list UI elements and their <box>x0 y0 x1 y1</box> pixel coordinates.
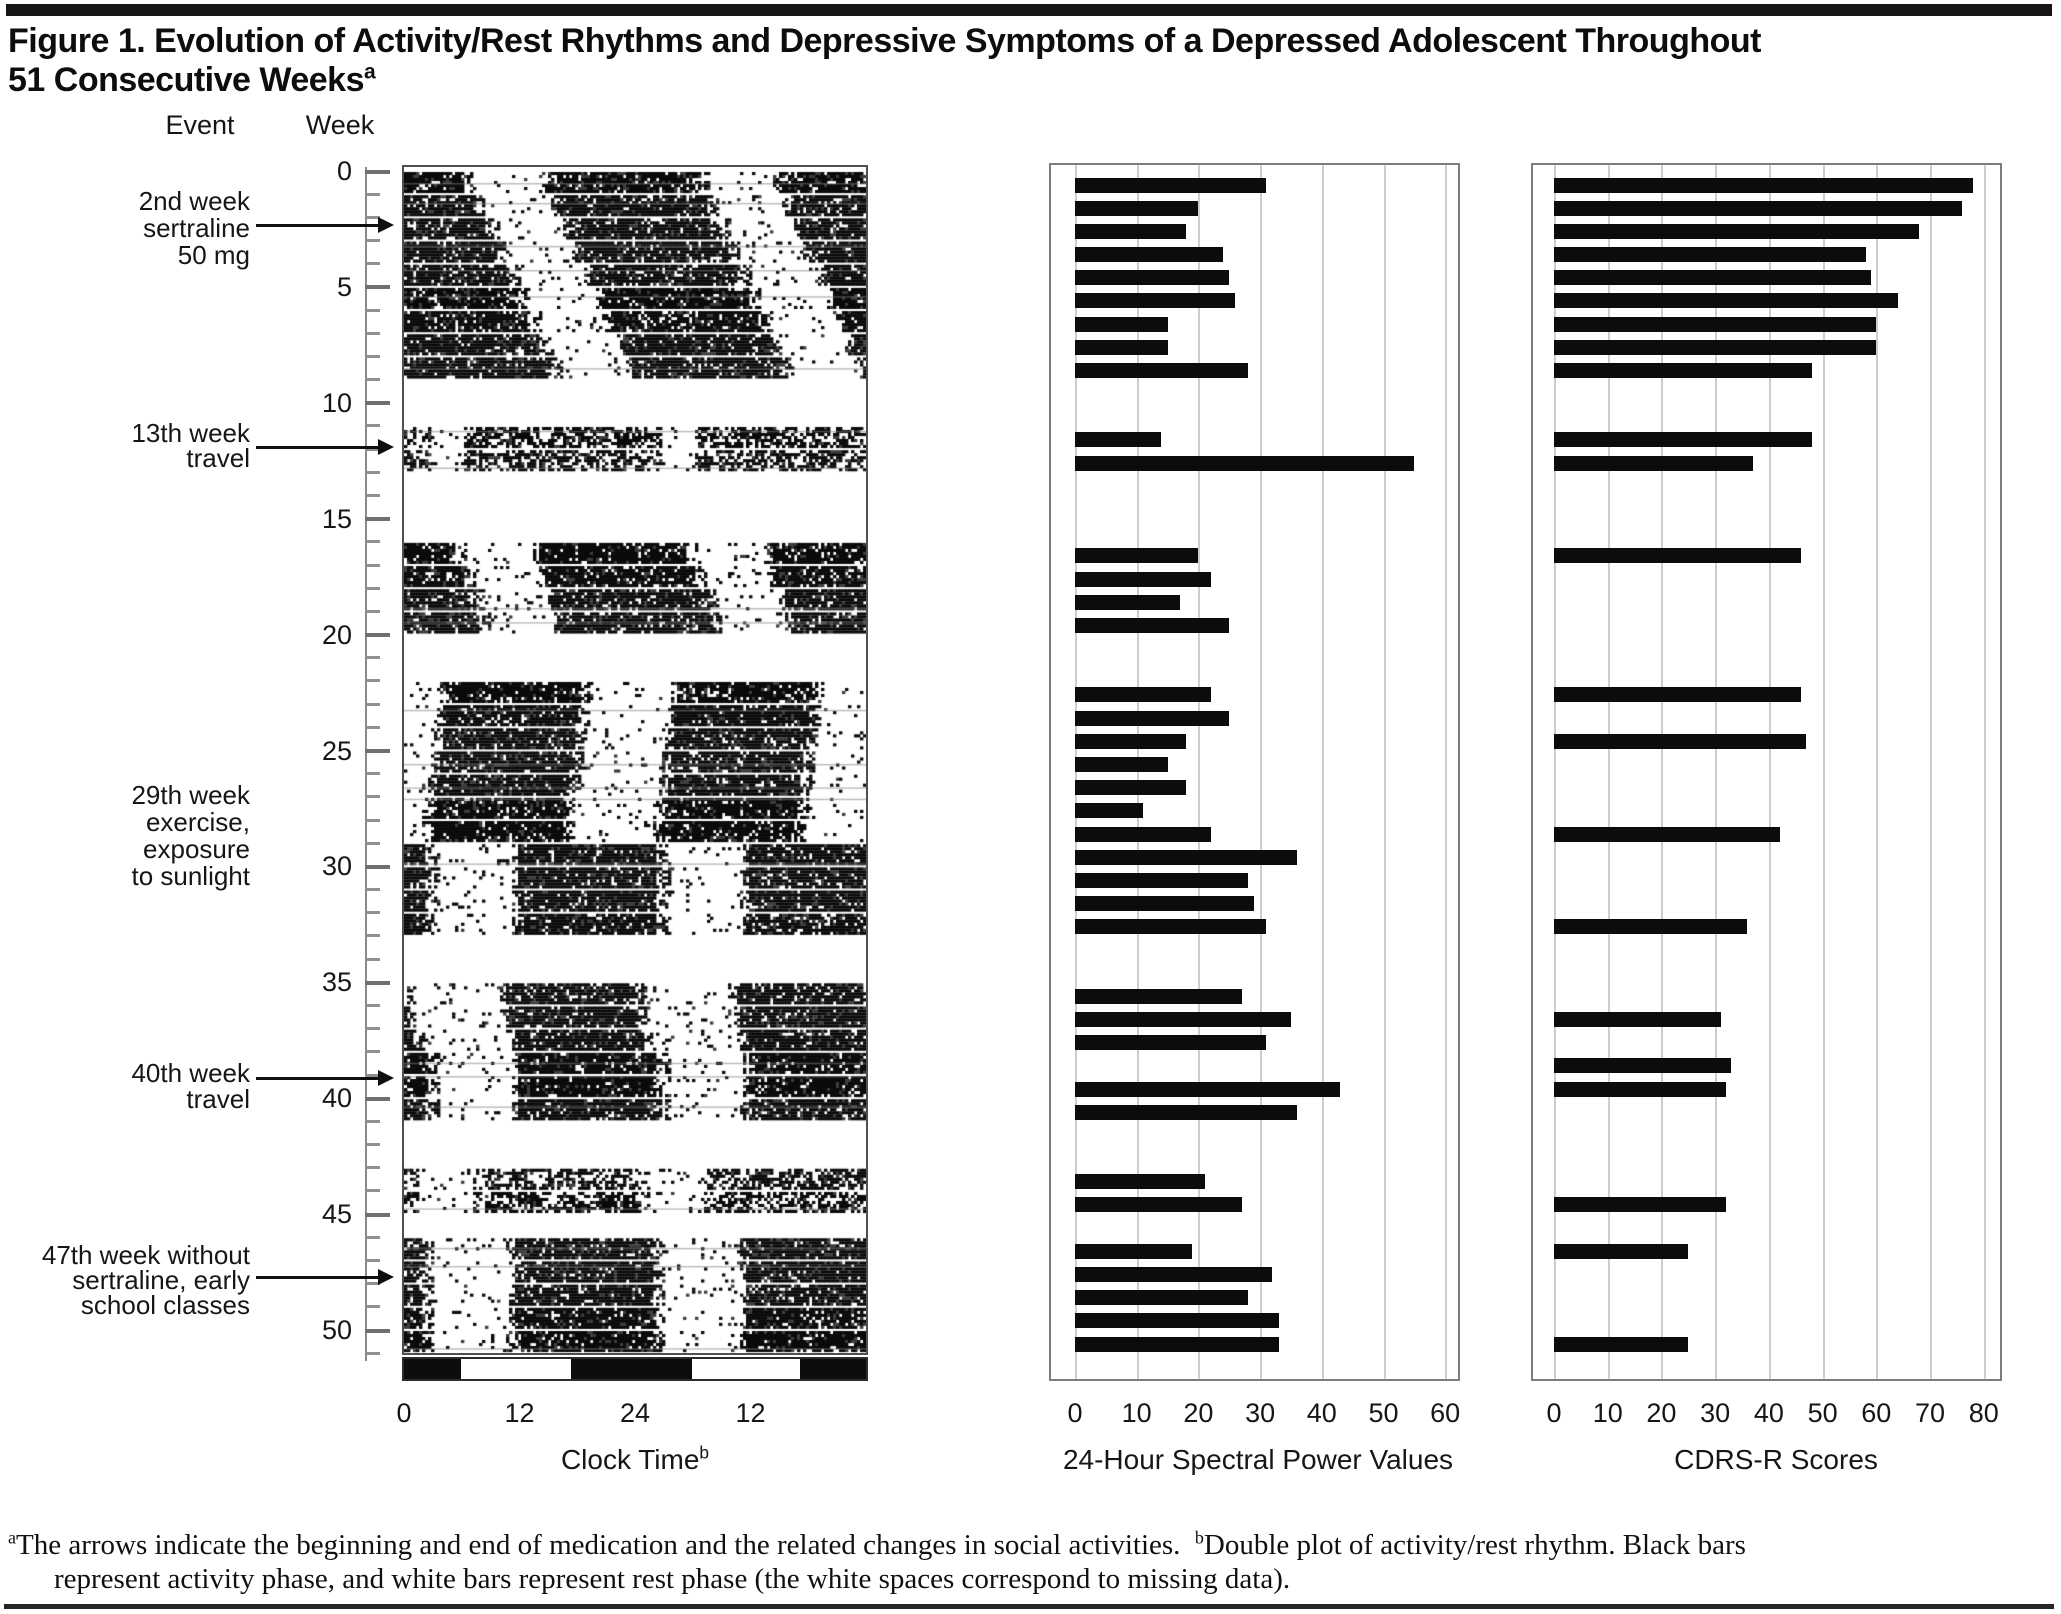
spectral-bar <box>1075 1197 1242 1212</box>
week-tick-label: 40 <box>321 1083 352 1114</box>
spectral-bar <box>1075 873 1248 888</box>
x-axis-tick-label: 60 <box>1430 1398 1461 1428</box>
week-tick <box>365 1305 380 1308</box>
dark-phase-segment <box>404 1359 461 1379</box>
footnote-line-1 <box>8 1528 2048 1562</box>
chart-gridline <box>1260 165 1262 1379</box>
event-arrow <box>256 224 378 227</box>
week-tick <box>365 262 380 265</box>
event-arrow <box>256 1276 378 1279</box>
x-axis-tick-label: 70 <box>1915 1398 1946 1428</box>
x-axis-tick-label: 30 <box>1700 1398 1731 1428</box>
figure-title <box>8 22 2048 100</box>
spectral-bar <box>1075 780 1186 795</box>
week-tick <box>365 865 390 869</box>
event-arrow-head <box>378 217 394 233</box>
week-tick <box>365 1143 380 1146</box>
event-label-line: travel <box>186 1084 250 1114</box>
light-dark-cycle-bar <box>402 1357 868 1381</box>
spectral-bar <box>1075 1244 1192 1259</box>
x-axis-tick-label: 50 <box>1807 1398 1838 1428</box>
week-tick <box>365 1259 380 1262</box>
spectral-bar <box>1075 1174 1205 1189</box>
cdrs-bar <box>1554 201 1962 216</box>
actogram-canvas <box>404 167 866 1353</box>
week-tick-label: 30 <box>321 851 352 882</box>
spectral-bar <box>1075 1105 1297 1120</box>
spectral-bar <box>1075 711 1229 726</box>
spectral-bar <box>1075 1290 1248 1305</box>
spectral-bar <box>1075 1313 1279 1328</box>
x-axis-tick-label: 30 <box>1245 1398 1276 1428</box>
x-axis-tick-label: 50 <box>1368 1398 1399 1428</box>
event-arrow-head <box>378 1269 394 1285</box>
clock-time-axis-title <box>460 1444 810 1476</box>
week-tick <box>365 1120 380 1123</box>
week-tick <box>365 633 390 637</box>
week-tick-label: 0 <box>336 156 352 186</box>
figure-footnote <box>8 1528 2048 1596</box>
footnote-text-a: The arrows indicate the beginning and end of medication and the related changes in social activities. <box>15 1529 1181 1561</box>
week-tick <box>365 494 380 497</box>
cdrs-bar <box>1554 363 1812 378</box>
event-label <box>0 418 250 473</box>
spectral-bar <box>1075 618 1229 633</box>
cdrs-bar <box>1554 1058 1731 1073</box>
cdrs-axis-title: CDRS-R Scores <box>1674 1444 1878 1475</box>
cdrs-bar <box>1554 224 1919 239</box>
week-tick-label: 50 <box>321 1315 352 1345</box>
week-tick <box>365 285 390 289</box>
spectral-bar <box>1075 850 1297 865</box>
event-label-line: 29th week <box>131 780 250 810</box>
cdrs-bar <box>1554 734 1806 749</box>
footnote-text-b: Double plot of activity/rest rhythm. Black bars <box>1203 1529 1746 1561</box>
week-axis-line <box>365 167 367 1361</box>
event-column-header: Event <box>165 110 235 140</box>
cdrs-bar <box>1554 178 1973 193</box>
week-tick <box>365 749 390 753</box>
spectral-bar <box>1075 827 1211 842</box>
week-tick <box>365 679 380 682</box>
spectral-bar <box>1075 432 1161 447</box>
week-tick <box>365 888 380 891</box>
spectral-power-axis-title: 24-Hour Spectral Power Values <box>1062 1444 1454 1475</box>
chart-gridline <box>1930 165 1932 1379</box>
week-tick <box>365 564 380 567</box>
cdrs-bar <box>1554 1012 1721 1027</box>
top-rule-bar <box>6 4 2052 16</box>
week-tick <box>365 610 380 613</box>
event-label-line: sertraline, early <box>72 1265 250 1295</box>
spectral-bar <box>1075 293 1235 308</box>
event-label-line: 50 mg <box>177 240 250 270</box>
event-arrow <box>256 1077 378 1080</box>
spectral-bar <box>1075 548 1198 563</box>
x-axis-tick-label: 10 <box>1592 1398 1623 1428</box>
week-tick <box>365 981 390 985</box>
cdrs-bar <box>1554 432 1812 447</box>
week-tick <box>365 309 380 312</box>
chart-gridline <box>1876 165 1878 1379</box>
cdrs-bar <box>1554 1082 1726 1097</box>
week-tick <box>365 424 380 427</box>
spectral-bar <box>1075 247 1223 262</box>
actogram-panel <box>402 165 868 1355</box>
dark-phase-segment <box>800 1359 866 1379</box>
x-axis-tick-label: 40 <box>1306 1398 1337 1428</box>
clock-tick-label: 12 <box>504 1398 535 1428</box>
event-label-line: travel <box>186 443 250 473</box>
spectral-bar <box>1075 803 1143 818</box>
chart-gridline <box>1984 165 1986 1379</box>
week-tick-label: 25 <box>321 735 352 766</box>
clock-time-axis-title-text: Clock Time <box>560 1444 700 1475</box>
cdrs-bar <box>1554 687 1801 702</box>
event-label <box>0 1060 250 1112</box>
chart-gridline <box>1322 165 1324 1379</box>
week-tick <box>365 842 380 845</box>
chart-gridline <box>1384 165 1386 1379</box>
week-tick-label: 10 <box>321 387 352 418</box>
spectral-bar <box>1075 1082 1340 1097</box>
event-label-line: school classes <box>80 1290 250 1320</box>
week-tick <box>365 193 380 196</box>
spectral-bar <box>1075 734 1186 749</box>
bottom-rule-bar <box>4 1604 2054 1609</box>
week-tick <box>365 795 380 798</box>
cdrs-bar <box>1554 1337 1688 1352</box>
cdrs-bar <box>1554 293 1898 308</box>
spectral-bar <box>1075 595 1180 610</box>
week-tick <box>365 726 380 729</box>
cdrs-bar <box>1554 247 1866 262</box>
cdrs-bar <box>1554 317 1876 332</box>
week-tick <box>365 355 380 358</box>
figure-title-superscript: a <box>364 60 376 84</box>
spectral-bar <box>1075 919 1266 934</box>
event-label-line: 2nd week <box>138 186 250 216</box>
event-label <box>0 1240 250 1320</box>
spectral-bar <box>1075 340 1168 355</box>
week-tick <box>365 239 380 242</box>
event-label-line: 13th week <box>131 418 250 448</box>
week-tick <box>365 401 390 405</box>
x-axis-tick-label: 0 <box>1067 1398 1083 1428</box>
week-tick-label: 15 <box>321 503 352 534</box>
cdrs-bar <box>1554 270 1871 285</box>
week-tick <box>365 1050 380 1053</box>
clock-tick-label: 24 <box>619 1398 651 1428</box>
cdrs-bar <box>1554 548 1801 563</box>
week-tick <box>365 332 380 335</box>
event-label <box>0 188 250 269</box>
week-tick <box>365 772 380 775</box>
clock-time-axis-superscript: b <box>699 1442 710 1463</box>
week-tick <box>365 1236 380 1239</box>
week-tick-label: 20 <box>321 619 352 650</box>
x-axis-tick-label: 20 <box>1183 1398 1214 1428</box>
cdrs-bar <box>1554 456 1753 471</box>
x-axis-tick-label: 10 <box>1121 1398 1152 1428</box>
figure-title-line2: 51 Consecutive Weeks <box>8 61 364 99</box>
week-tick <box>365 1329 390 1333</box>
cdrs-chart-panel <box>1531 163 2002 1381</box>
spectral-bar <box>1075 1012 1291 1027</box>
spectral-bar <box>1075 687 1211 702</box>
footnote-line-2: represent activity phase, and white bars represent rest phase (the white spaces correspond to missing data). <box>54 1563 1291 1595</box>
dark-phase-segment <box>571 1359 691 1379</box>
spectral-bar <box>1075 896 1254 911</box>
spectral-bar <box>1075 572 1211 587</box>
week-column-header: Week <box>305 110 375 140</box>
week-tick <box>365 1027 380 1030</box>
event-label-line: 40th week <box>131 1058 250 1088</box>
cdrs-bar <box>1554 340 1876 355</box>
cdrs-bar <box>1554 827 1780 842</box>
x-axis-tick-label: 0 <box>1546 1398 1562 1428</box>
event-label-line: to sunlight <box>131 861 250 891</box>
week-tick <box>365 1097 390 1101</box>
spectral-bar <box>1075 270 1229 285</box>
week-tick <box>365 819 380 822</box>
week-tick-label: 35 <box>321 967 352 998</box>
spectral-bar <box>1075 989 1242 1004</box>
x-axis-tick-label: 60 <box>1861 1398 1892 1428</box>
spectral-bar <box>1075 1267 1272 1282</box>
week-tick <box>365 471 380 474</box>
spectral-bar <box>1075 1035 1266 1050</box>
cdrs-bar <box>1554 1197 1726 1212</box>
week-tick <box>365 656 380 659</box>
week-tick <box>365 1004 380 1007</box>
footnote-superscript-a: a <box>8 1527 16 1548</box>
spectral-bar <box>1075 456 1414 471</box>
spectral-bar <box>1075 363 1248 378</box>
x-axis-tick-label: 20 <box>1646 1398 1677 1428</box>
week-tick <box>365 1352 380 1355</box>
week-tick <box>365 934 380 937</box>
x-axis-tick-label: 80 <box>1968 1398 1999 1428</box>
week-tick <box>365 170 390 174</box>
event-arrow-head <box>378 439 394 455</box>
week-tick <box>365 703 380 706</box>
figure-title-line1: Figure 1. Evolution of Activity/Rest Rhythms and Depressive Symptoms of a Depressed Adolescent Throughout <box>8 22 1761 60</box>
week-tick <box>365 911 380 914</box>
week-tick <box>365 1213 390 1217</box>
event-arrow-head <box>378 1070 394 1086</box>
event-label-line: exercise, <box>145 807 250 837</box>
spectral-bar <box>1075 178 1266 193</box>
week-tick-label: 5 <box>336 271 352 302</box>
spectral-bar <box>1075 201 1198 216</box>
event-arrow <box>256 446 378 449</box>
spectral-bar <box>1075 224 1186 239</box>
spectral-bar <box>1075 757 1168 772</box>
week-tick <box>365 1166 380 1169</box>
clock-tick-label: 0 <box>396 1398 412 1428</box>
spectral-bar <box>1075 1337 1279 1352</box>
event-label <box>0 782 250 890</box>
cdrs-bar <box>1554 919 1747 934</box>
event-label-line: sertraline <box>143 213 250 243</box>
spectral-power-chart-panel <box>1049 163 1460 1381</box>
week-tick <box>365 1189 380 1192</box>
x-axis-tick-label: 40 <box>1753 1398 1784 1428</box>
week-tick <box>365 517 390 521</box>
footnote-superscript-b: b <box>1194 1527 1204 1548</box>
week-tick <box>365 587 380 590</box>
week-tick <box>365 958 380 961</box>
event-label-line: exposure <box>143 834 250 864</box>
event-label-line: 47th week without <box>41 1240 250 1270</box>
clock-tick-label: 12 <box>735 1398 766 1428</box>
chart-gridline <box>1445 165 1447 1379</box>
week-tick-label: 45 <box>321 1199 352 1230</box>
week-tick <box>365 378 380 381</box>
week-tick <box>365 540 380 543</box>
cdrs-bar <box>1554 1244 1688 1259</box>
spectral-bar <box>1075 317 1168 332</box>
